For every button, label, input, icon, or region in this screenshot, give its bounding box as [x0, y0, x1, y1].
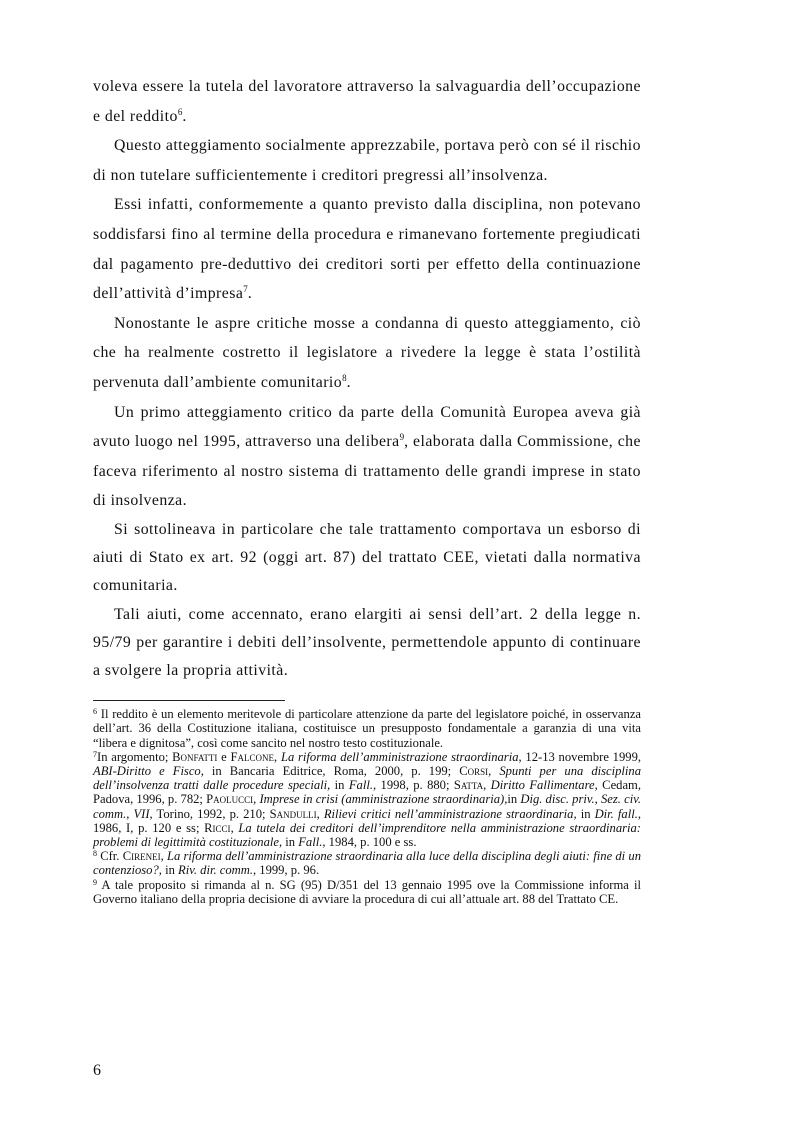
- footnote-text: Il reddito è un elemento meritevole di particolare attenzione da parte del legislatore poiché, in osservanza dell’art. 36 della Costituzione italiana, costituisce un presupposto fondamentale a garanzia di una vita “libera e dignitosa”, così come sancito nel nostro testo costituzionale.: [93, 707, 641, 750]
- paragraph-7: [93, 601, 641, 686]
- paragraph-text: .: [182, 107, 187, 125]
- footnote-text: in: [330, 778, 349, 793]
- work-title: La riforma dell’amministrazione straordinaria alla luce della disciplina degli aiuti: fine di un contenzioso?,: [93, 849, 641, 878]
- journal-name: Fall.,: [348, 778, 377, 793]
- footnote-text: ,: [253, 792, 260, 807]
- paragraph-text: Un primo atteggiamento critico da parte della Comunità Europea aveva già avuto luogo nel 1995, attraverso una delibera: [93, 403, 641, 451]
- footnote-text: ,: [316, 806, 324, 821]
- footnote-text: in: [576, 806, 595, 821]
- footnote-ref-6: 6: [177, 106, 183, 117]
- paragraph-text: Si sottolineava in particolare che tale trattamento comportava un esborso di aiuti di Stato ex art. 92 (oggi art. 87) del trattato CEE, vietati dalla normativa comunitaria.: [93, 520, 641, 595]
- author-name: Paolucci: [206, 792, 254, 807]
- footnote-text: Torino, 1992, p. 210;: [152, 806, 270, 821]
- footnote-text: in: [507, 792, 521, 807]
- footnote-8: [93, 849, 641, 877]
- work-title: Imprese in crisi (amministrazione straordinaria),: [259, 792, 508, 807]
- author-name: Corsi: [459, 763, 489, 778]
- work-title: ABI-Diritto e Fisco: [93, 763, 201, 778]
- footnote-number: 6: [93, 707, 97, 717]
- paragraph-text: Nonostante le aspre critiche mosse a condanna di questo atteggiamento, ciò che ha realmente costretto il legislatore a rivedere la legge è stata l’ostilità pervenuta dall’ambiente comunitario: [93, 314, 641, 391]
- page-number: 6: [93, 1062, 101, 1079]
- paragraph-3: [93, 190, 641, 308]
- footnote-ref-8: 8: [342, 372, 347, 383]
- footnote-number: 9: [93, 877, 97, 887]
- paragraph-text: , elaborata dalla Commissione, che faceva riferimento al nostro sistema di trattamento delle grandi imprese in stato di insolvenza.: [93, 433, 641, 510]
- paragraph-5: [93, 398, 641, 516]
- journal-name: Dir. fall.: [594, 806, 638, 821]
- footnote-text: , in: [278, 834, 299, 849]
- work-title: Diritto Fallimentare: [490, 778, 595, 793]
- paragraph-text: .: [346, 373, 352, 391]
- paragraph-4: [93, 309, 641, 398]
- author-name: Ricci: [204, 820, 231, 835]
- footnote-6: [93, 707, 641, 750]
- author-name: Falcone: [230, 749, 275, 764]
- footnote-7: [93, 750, 641, 849]
- page-content: [93, 72, 641, 906]
- footnotes: [93, 707, 641, 906]
- author-name: Cireneı: [122, 849, 161, 864]
- paragraph-2: [93, 131, 641, 190]
- work-title: La riforma dell’amministrazione straordinaria: [280, 749, 519, 764]
- footnote-text: , 1986, I, p. 120 e ss;: [93, 806, 642, 835]
- footnote-text: e: [217, 749, 231, 764]
- main-text: [93, 72, 641, 685]
- paragraph-text: voleva essere la tutela del lavoratore attraverso la salvaguardia dell’occupazione e del reddito: [93, 78, 641, 125]
- footnote-number: 7: [93, 749, 97, 759]
- paragraph-text: Essi infatti, conformemente a quanto previsto dalla disciplina, non potevano soddisfarsi fino al termine della procedura e rimanevano fortemente pregiudicati dal pagamento pre-deduttivo dei creditori sorti per effetto della continuazione dell’attività d’impresa: [93, 196, 641, 303]
- footnote-text: In argomento;: [97, 749, 173, 764]
- work-title: Rilievi critici nell’amministrazione straordinaria,: [323, 806, 577, 821]
- author-name: Bonfatti: [172, 749, 218, 764]
- footnote-text: A tale proposito si rimanda al n. SG (95) D/351 del 13 gennaio 1995 ove la Commissione informa il Governo italiano della propria decisione di avviare la procedura di cui all’attuale art. 88 del Trattato CE.: [93, 877, 641, 906]
- footnote-text: ,: [274, 749, 281, 764]
- footnote-text: 1999, p. 96.: [256, 863, 320, 878]
- footnote-text: ,: [230, 820, 239, 835]
- footnote-ref-9: 9: [399, 432, 405, 443]
- footnote-text: ,: [488, 763, 500, 778]
- journal-name: Riv. dir. comm.,: [178, 863, 257, 878]
- paragraph-text: Questo atteggiamento socialmente apprezzabile, portava però con sé il rischio di non tutelare sufficientemente i creditori pregressi all’insolvenza.: [93, 137, 641, 184]
- paragraph-1: [93, 72, 641, 131]
- journal-name: Fall.,: [298, 834, 326, 849]
- footnote-text: , 12-13 novembre 1999,: [518, 749, 642, 764]
- author-name: Sandulli: [269, 806, 317, 821]
- work-title: Spunti per una disciplina dell’insolvenza tratti dalle procedure speciali,: [93, 763, 642, 793]
- footnote-ref-7: 7: [243, 284, 248, 295]
- work-title: La tutela dei creditori dell’imprenditore nella amministrazione straordinaria: problemi di legittimità costituzionale: [93, 820, 642, 849]
- footnote-separator: [93, 700, 285, 701]
- author-name: Satta: [453, 778, 484, 793]
- paragraph-text: .: [247, 285, 253, 303]
- paragraph-6: [93, 516, 641, 601]
- footnote-text: , Cedam, Padova, 1996, p. 782;: [93, 778, 641, 807]
- footnote-text: , in Bancaria Editrice, Roma, 2000, p. 199;: [200, 763, 460, 778]
- footnote-text: 1984, p. 100 e ss.: [325, 834, 417, 849]
- footnote-text: ,: [160, 849, 167, 864]
- footnote-text: in: [161, 863, 179, 878]
- paragraph-text: Tali aiuti, come accennato, erano elargiti ai sensi dell’art. 2 della legge n. 95/79 per garantire i debiti dell’insolvente, permettendole appunto di continuare a svolgere la propria attività.: [93, 605, 641, 679]
- footnote-text: Cfr.: [97, 849, 123, 864]
- footnote-text: ,: [483, 778, 491, 793]
- footnote-9: [93, 878, 641, 906]
- footnote-number: 8: [93, 849, 97, 859]
- footnote-text: 1998, p. 880;: [376, 778, 454, 793]
- journal-name: Dig. disc. priv., Sez. civ. comm., VII,: [93, 792, 641, 821]
